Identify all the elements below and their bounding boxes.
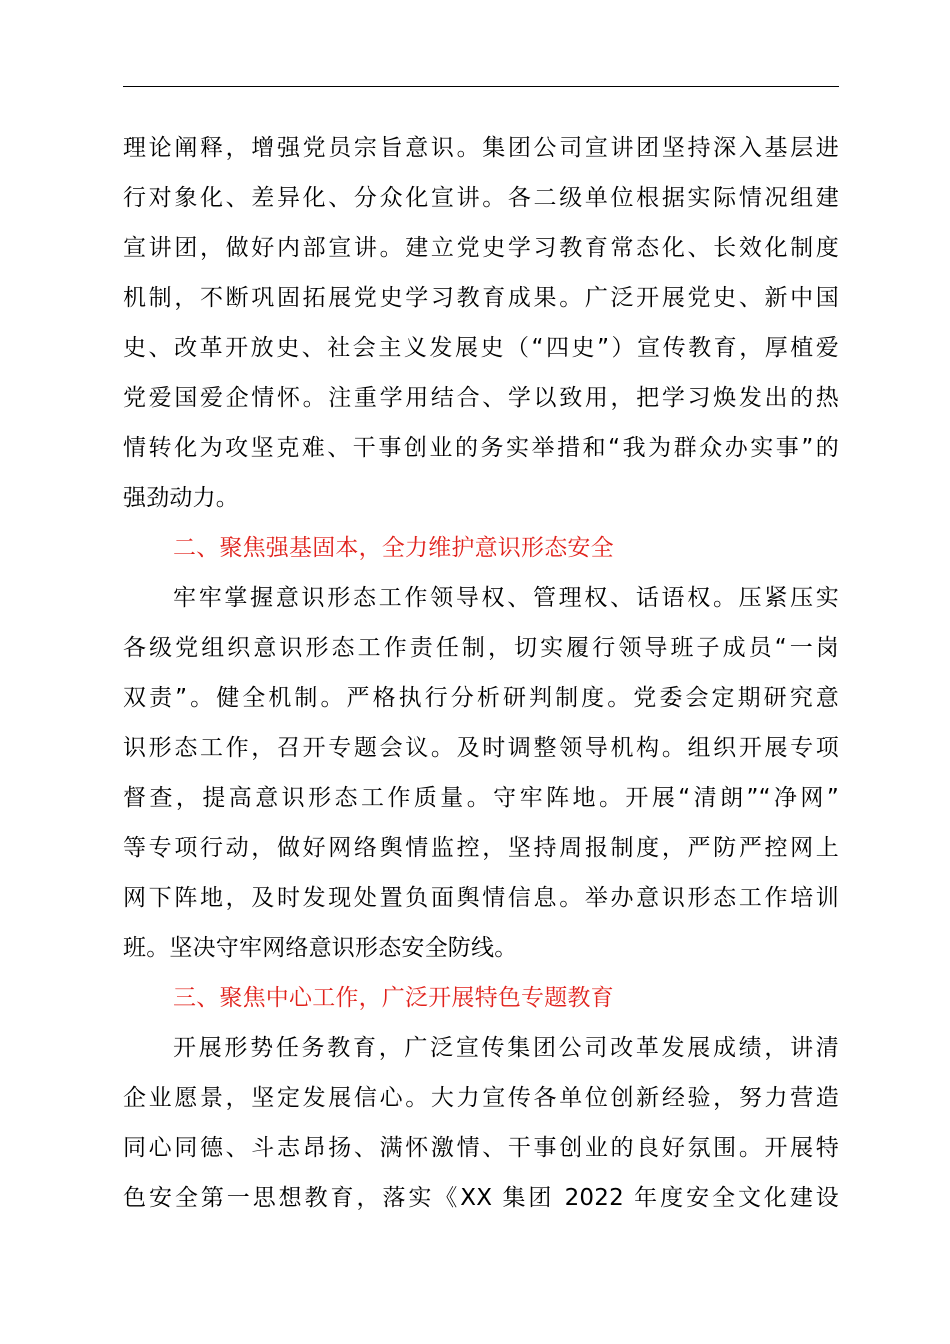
body-line: 网下阵地，及时发现处置负面舆情信息。举办意识形态工作培训 [123, 885, 839, 911]
body-line: 等专项行动，做好网络舆情监控，坚持周报制度，严防严控网上 [123, 835, 839, 861]
body-line: 强劲动力。 [123, 485, 239, 511]
paragraph-first-line: 开展形势任务教育，广泛宣传集团公司改革发展成绩，讲清 [173, 1035, 839, 1061]
body-line: 史、改革开放史、社会主义发展史（“四史”）宣传教育，厚植爱 [123, 335, 839, 361]
body-line: 党爱国爱企情怀。注重学用结合、学以致用，把学习焕发出的热 [123, 385, 839, 411]
body-line: 督查，提高意识形态工作质量。守牢阵地。开展“清朗”“净网” [123, 785, 839, 811]
body-line: 班。坚决守牢网络意识形态安全防线。 [123, 935, 518, 961]
header-rule [123, 86, 839, 87]
body-line: 同心同德、斗志昂扬、满怀激情、干事创业的良好氛围。开展特 [123, 1135, 839, 1161]
section-heading-3: 三、聚焦中心工作，广泛开展特色专题教育 [173, 985, 614, 1011]
body-line: 识形态工作，召开专题会议。及时调整领导机构。组织开展专项 [123, 735, 839, 761]
body-line: 理论阐释，增强党员宗旨意识。集团公司宣讲团坚持深入基层进 [123, 135, 839, 161]
section-heading-2: 二、聚焦强基固本，全力维护意识形态安全 [173, 535, 614, 561]
body-line: 机制，不断巩固拓展党史学习教育成果。广泛开展党史、新中国 [123, 285, 839, 311]
body-line: 行对象化、差异化、分众化宣讲。各二级单位根据实际情况组建 [123, 185, 839, 211]
body-line: 企业愿景，坚定发展信心。大力宣传各单位创新经验，努力营造 [123, 1085, 839, 1111]
body-line: 色安全第一思想教育，落实《XX 集团 2022 年度安全文化建设 [123, 1185, 839, 1211]
body-line: 宣讲团，做好内部宣讲。建立党史学习教育常态化、长效化制度 [123, 235, 839, 261]
body-line: 双责”。健全机制。严格执行分析研判制度。党委会定期研究意 [123, 685, 839, 711]
body-line: 情转化为攻坚克难、干事创业的务实举措和“我为群众办实事”的 [123, 435, 839, 461]
paragraph-first-line: 牢牢掌握意识形态工作领导权、管理权、话语权。压紧压实 [173, 585, 839, 611]
body-line: 各级党组织意识形态工作责任制，切实履行领导班子成员“一岗 [123, 635, 839, 661]
